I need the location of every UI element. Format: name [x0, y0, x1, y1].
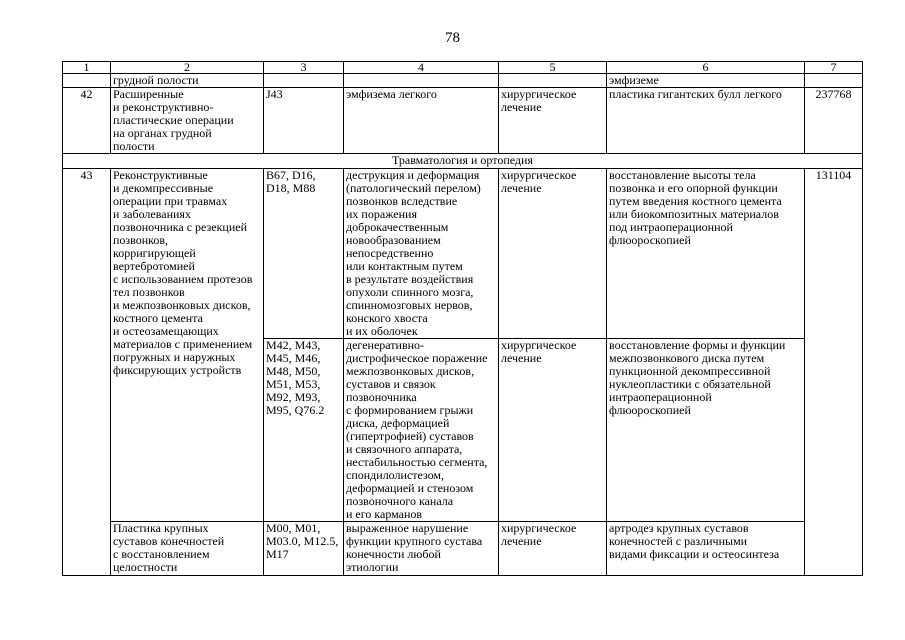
column-number: 1: [63, 62, 111, 74]
column-number: 2: [111, 62, 264, 74]
icd-codes: M00, M01, M03.0, M12.5, M17: [264, 522, 344, 576]
column-number: 3: [264, 62, 344, 74]
table-row: [63, 88, 863, 154]
section-row: [63, 154, 863, 169]
treatment-type: хирургическое лечение: [499, 522, 607, 576]
table-row: [63, 522, 863, 576]
continued-name-cell: грудной полости: [111, 74, 264, 88]
treatment-method: пластика гигантских булл легкого: [607, 88, 805, 154]
column-number: 5: [499, 62, 607, 74]
patient-model: эмфизема легкого: [344, 88, 499, 154]
intervention-name: Пластика крупных суставов конечностей с восстановлением целостности: [111, 522, 264, 576]
icd-codes: B67, D16, D18, M88: [264, 169, 344, 339]
column-number: 6: [607, 62, 805, 74]
price-value: 237768: [805, 88, 863, 154]
column-number: 7: [805, 62, 863, 74]
page-number: 78: [445, 30, 460, 46]
treatment-method: артродез крупных суставов конечностей с различными видами фиксации и остеосинтеза: [607, 522, 805, 576]
patient-model: дегенеративно- дистрофическое поражение межпозвонковых дисков, суставов и связок позвоночника с формированием грыжи диска, деформацией (гипертрофией) суставов и связочного аппарата, нестабильностью сегмента, спондилолистезом, деформацией и стенозом позвоночного канала и его карманов: [344, 339, 499, 522]
treatment-type: хирургическое лечение: [499, 169, 607, 339]
treatment-method: восстановление высоты тела позвонка и его опорной функции путем введения костного цемента или биокомпозитных материалов под интраоперационной флюороскопией: [607, 169, 805, 339]
treatment-table: [62, 61, 863, 576]
section-title: Травматология и ортопедия: [63, 154, 863, 169]
treatment-type: хирургическое лечение: [499, 339, 607, 522]
patient-model: выраженное нарушение функции крупного сустава конечности любой этиологии: [344, 522, 499, 576]
treatment-type: хирургическое лечение: [499, 88, 607, 154]
continued-method-cell: эмфиземе: [607, 74, 805, 88]
patient-model: деструкция и деформация (патологический перелом) позвонков вследствие их поражения доброкачественным новообразованием непосредственно или контактным путем в результате воздействия опухоли спинного мозга, спинномозговых нервов, конского хвоста и их оболочек: [344, 169, 499, 339]
price-value: 131104: [805, 169, 863, 522]
row-number: 42: [63, 88, 111, 154]
table-row: [63, 169, 863, 339]
icd-codes: M42, M43, M45, M46, M48, M50, M51, M53, M92, M93, M95, Q76.2: [264, 339, 344, 522]
intervention-name: Реконструктивные и декомпрессивные операции при травмах и заболеваниях позвоночника с резекцией позвонков, корригирующей вертебротомией с использованием протезов тел позвонков и межпозвонковых дисков, костного цемента и остеозамещающих материалов с применением погружных и наружных фиксирующих устройств: [111, 169, 264, 522]
column-number-row: [63, 62, 863, 74]
intervention-name: Расширенные и реконструктивно- пластические операции на органах грудной полости: [111, 88, 264, 154]
column-number: 4: [344, 62, 499, 74]
treatment-method: восстановление формы и функции межпозвонкового диска путем пункционной декомпрессивной нуклеопластики с обязательной интраоперационной флюороскопией: [607, 339, 805, 522]
continuation-row: [63, 74, 863, 88]
row-number: 43: [63, 169, 111, 522]
icd-codes: J43: [264, 88, 344, 154]
